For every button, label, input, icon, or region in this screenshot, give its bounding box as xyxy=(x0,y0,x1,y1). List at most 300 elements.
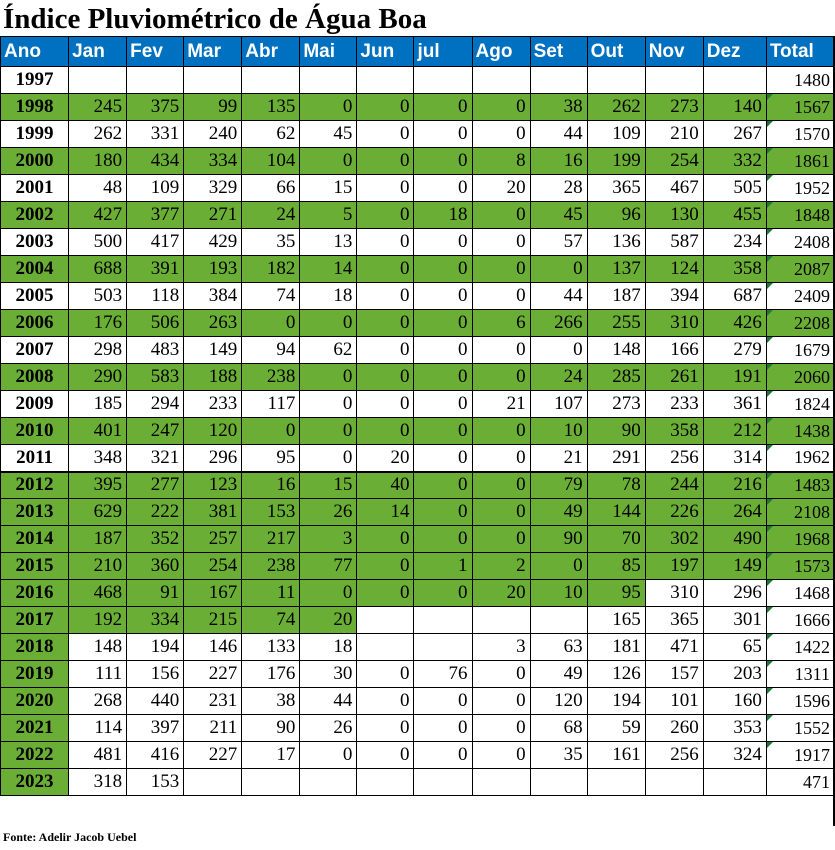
month-cell: 96 xyxy=(587,202,645,229)
year-cell: 2021 xyxy=(1,715,69,742)
month-cell: 188 xyxy=(184,364,242,391)
month-cell: 0 xyxy=(414,175,472,202)
month-cell: 254 xyxy=(184,553,242,580)
month-cell: 302 xyxy=(645,526,703,553)
month-cell: 3 xyxy=(472,634,530,661)
month-cell: 318 xyxy=(69,769,127,796)
total-cell: 1483 xyxy=(766,472,834,499)
month-cell: 0 xyxy=(472,337,530,364)
table-row xyxy=(1,472,835,499)
month-cell: 0 xyxy=(472,445,530,472)
month-cell: 114 xyxy=(69,715,127,742)
column-header-ago: Ago xyxy=(472,37,530,67)
month-cell: 14 xyxy=(300,256,357,283)
month-cell: 296 xyxy=(184,445,242,472)
month-cell: 18 xyxy=(300,634,357,661)
total-cell: 2208 xyxy=(766,310,834,337)
month-cell: 0 xyxy=(472,715,530,742)
month-cell: 0 xyxy=(414,580,472,607)
column-header-jul: jul xyxy=(414,37,472,67)
month-cell: 10 xyxy=(530,418,587,445)
month-cell: 3 xyxy=(300,526,357,553)
month-cell: 137 xyxy=(587,256,645,283)
month-cell: 153 xyxy=(242,499,300,526)
month-cell: 0 xyxy=(357,256,414,283)
month-cell: 20 xyxy=(472,175,530,202)
month-cell: 0 xyxy=(472,472,530,499)
column-header-abr: Abr xyxy=(242,37,300,67)
month-cell: 10 xyxy=(530,580,587,607)
month-cell: 0 xyxy=(357,148,414,175)
month-cell: 62 xyxy=(242,121,300,148)
month-cell: 500 xyxy=(69,229,127,256)
month-cell: 353 xyxy=(703,715,766,742)
month-cell: 165 xyxy=(587,607,645,634)
year-cell: 2005 xyxy=(1,283,69,310)
month-cell: 210 xyxy=(69,553,127,580)
month-cell: 0 xyxy=(472,661,530,688)
month-cell: 49 xyxy=(530,661,587,688)
total-cell: 1861 xyxy=(766,148,834,175)
month-cell: 0 xyxy=(300,94,357,121)
month-cell xyxy=(357,67,414,94)
month-cell: 467 xyxy=(645,175,703,202)
month-cell: 15 xyxy=(300,175,357,202)
month-cell: 0 xyxy=(472,364,530,391)
month-cell: 365 xyxy=(645,607,703,634)
month-cell: 471 xyxy=(645,634,703,661)
year-cell: 2008 xyxy=(1,364,69,391)
month-cell: 277 xyxy=(127,472,184,499)
month-cell: 90 xyxy=(587,418,645,445)
month-cell: 99 xyxy=(184,94,242,121)
table-row xyxy=(1,229,835,256)
month-cell: 0 xyxy=(530,553,587,580)
month-cell: 0 xyxy=(414,256,472,283)
month-cell: 377 xyxy=(127,202,184,229)
month-cell: 0 xyxy=(472,94,530,121)
year-cell: 2020 xyxy=(1,688,69,715)
year-cell: 2019 xyxy=(1,661,69,688)
total-cell: 2409 xyxy=(766,283,834,310)
month-cell: 17 xyxy=(242,742,300,769)
table-row xyxy=(1,337,835,364)
month-cell: 212 xyxy=(703,418,766,445)
month-cell: 262 xyxy=(587,94,645,121)
month-cell: 334 xyxy=(184,148,242,175)
month-cell xyxy=(184,67,242,94)
month-cell: 0 xyxy=(414,148,472,175)
table-row xyxy=(1,634,835,661)
month-cell: 0 xyxy=(414,472,472,499)
month-cell: 0 xyxy=(357,121,414,148)
month-cell xyxy=(472,769,530,796)
month-cell: 161 xyxy=(587,742,645,769)
month-cell: 148 xyxy=(69,634,127,661)
month-cell: 0 xyxy=(414,526,472,553)
month-cell xyxy=(127,67,184,94)
month-cell: 94 xyxy=(242,337,300,364)
month-cell: 76 xyxy=(414,661,472,688)
month-cell: 245 xyxy=(69,94,127,121)
table-row xyxy=(1,175,835,202)
month-cell: 149 xyxy=(184,337,242,364)
year-cell: 2000 xyxy=(1,148,69,175)
month-cell: 44 xyxy=(300,688,357,715)
month-cell: 0 xyxy=(357,526,414,553)
month-cell: 334 xyxy=(127,607,184,634)
month-cell: 199 xyxy=(587,148,645,175)
month-cell: 254 xyxy=(645,148,703,175)
month-cell: 1 xyxy=(414,553,472,580)
total-cell: 1596 xyxy=(766,688,834,715)
month-cell: 0 xyxy=(357,94,414,121)
month-cell: 256 xyxy=(645,742,703,769)
month-cell: 365 xyxy=(587,175,645,202)
year-cell: 2018 xyxy=(1,634,69,661)
month-cell: 0 xyxy=(414,229,472,256)
month-cell: 266 xyxy=(530,310,587,337)
month-cell: 176 xyxy=(69,310,127,337)
total-cell: 1552 xyxy=(766,715,834,742)
month-cell: 0 xyxy=(414,121,472,148)
month-cell: 0 xyxy=(300,742,357,769)
month-cell: 26 xyxy=(300,715,357,742)
month-cell: 20 xyxy=(300,607,357,634)
month-cell: 401 xyxy=(69,418,127,445)
month-cell: 226 xyxy=(645,499,703,526)
month-cell: 11 xyxy=(242,580,300,607)
month-cell xyxy=(414,634,472,661)
month-cell: 0 xyxy=(472,202,530,229)
total-cell: 1573 xyxy=(766,553,834,580)
month-cell: 48 xyxy=(69,175,127,202)
month-cell: 314 xyxy=(703,445,766,472)
month-cell: 233 xyxy=(645,391,703,418)
month-cell: 95 xyxy=(587,580,645,607)
month-cell: 360 xyxy=(127,553,184,580)
month-cell: 263 xyxy=(184,310,242,337)
month-cell: 126 xyxy=(587,661,645,688)
month-cell: 0 xyxy=(472,256,530,283)
month-cell: 194 xyxy=(127,634,184,661)
month-cell: 180 xyxy=(69,148,127,175)
column-header-fev: Fev xyxy=(127,37,184,67)
month-cell xyxy=(242,67,300,94)
month-cell: 0 xyxy=(300,391,357,418)
month-cell: 45 xyxy=(530,202,587,229)
month-cell: 332 xyxy=(703,148,766,175)
month-cell: 181 xyxy=(587,634,645,661)
month-cell: 26 xyxy=(300,499,357,526)
month-cell: 160 xyxy=(703,688,766,715)
total-cell: 1567 xyxy=(766,94,834,121)
month-cell: 271 xyxy=(184,202,242,229)
month-cell xyxy=(645,769,703,796)
month-cell: 358 xyxy=(703,256,766,283)
total-cell: 2108 xyxy=(766,499,834,526)
month-cell: 90 xyxy=(242,715,300,742)
month-cell: 352 xyxy=(127,526,184,553)
table-row xyxy=(1,283,835,310)
month-cell: 191 xyxy=(703,364,766,391)
month-cell: 429 xyxy=(184,229,242,256)
table-row xyxy=(1,580,835,607)
month-cell: 24 xyxy=(530,364,587,391)
month-cell: 0 xyxy=(472,229,530,256)
column-header-jan: Jan xyxy=(69,37,127,67)
year-cell: 1997 xyxy=(1,67,69,94)
month-cell: 18 xyxy=(300,283,357,310)
month-cell: 273 xyxy=(587,391,645,418)
year-cell: 1998 xyxy=(1,94,69,121)
year-cell: 2009 xyxy=(1,391,69,418)
month-cell: 255 xyxy=(587,310,645,337)
column-header-out: Out xyxy=(587,37,645,67)
table-row xyxy=(1,94,835,121)
month-cell: 149 xyxy=(703,553,766,580)
month-cell xyxy=(703,67,766,94)
month-cell: 104 xyxy=(242,148,300,175)
month-cell: 468 xyxy=(69,580,127,607)
total-cell: 2060 xyxy=(766,364,834,391)
month-cell: 185 xyxy=(69,391,127,418)
month-cell: 21 xyxy=(472,391,530,418)
total-cell: 1666 xyxy=(766,607,834,634)
month-cell: 74 xyxy=(242,283,300,310)
month-cell xyxy=(300,67,357,94)
month-cell: 240 xyxy=(184,121,242,148)
total-cell: 1468 xyxy=(766,580,834,607)
month-cell: 296 xyxy=(703,580,766,607)
month-cell: 310 xyxy=(645,580,703,607)
table-row xyxy=(1,256,835,283)
month-cell xyxy=(300,769,357,796)
month-cell: 0 xyxy=(414,391,472,418)
month-cell: 20 xyxy=(357,445,414,472)
total-cell: 1570 xyxy=(766,121,834,148)
month-cell: 267 xyxy=(703,121,766,148)
total-cell: 2087 xyxy=(766,256,834,283)
month-cell: 44 xyxy=(530,283,587,310)
month-cell xyxy=(703,769,766,796)
month-cell: 0 xyxy=(357,202,414,229)
month-cell: 78 xyxy=(587,472,645,499)
total-cell: 1824 xyxy=(766,391,834,418)
month-cell: 262 xyxy=(69,121,127,148)
month-cell: 85 xyxy=(587,553,645,580)
month-cell: 294 xyxy=(127,391,184,418)
month-cell: 45 xyxy=(300,121,357,148)
month-cell: 0 xyxy=(300,310,357,337)
page-title: Índice Pluviométrico de Água Boa xyxy=(3,3,427,35)
month-cell xyxy=(645,67,703,94)
month-cell: 38 xyxy=(242,688,300,715)
month-cell xyxy=(587,67,645,94)
month-cell: 483 xyxy=(127,337,184,364)
month-cell: 0 xyxy=(472,418,530,445)
month-cell: 166 xyxy=(645,337,703,364)
month-cell: 0 xyxy=(300,418,357,445)
month-cell: 20 xyxy=(472,580,530,607)
month-cell: 63 xyxy=(530,634,587,661)
month-cell: 130 xyxy=(645,202,703,229)
table-row xyxy=(1,202,835,229)
month-cell: 227 xyxy=(184,661,242,688)
month-cell: 197 xyxy=(645,553,703,580)
month-cell: 222 xyxy=(127,499,184,526)
month-cell: 192 xyxy=(69,607,127,634)
month-cell: 0 xyxy=(300,148,357,175)
month-cell: 505 xyxy=(703,175,766,202)
month-cell: 90 xyxy=(530,526,587,553)
month-cell: 0 xyxy=(472,742,530,769)
month-cell: 217 xyxy=(242,526,300,553)
month-cell: 28 xyxy=(530,175,587,202)
month-cell: 0 xyxy=(357,283,414,310)
month-cell: 301 xyxy=(703,607,766,634)
month-cell: 59 xyxy=(587,715,645,742)
month-cell: 193 xyxy=(184,256,242,283)
table-row xyxy=(1,688,835,715)
month-cell: 35 xyxy=(530,742,587,769)
month-cell: 0 xyxy=(357,742,414,769)
month-cell: 15 xyxy=(300,472,357,499)
total-cell: 1311 xyxy=(766,661,834,688)
month-cell: 490 xyxy=(703,526,766,553)
month-cell xyxy=(357,607,414,634)
month-cell: 324 xyxy=(703,742,766,769)
column-header-nov: Nov xyxy=(645,37,703,67)
year-cell: 2013 xyxy=(1,499,69,526)
month-cell: 0 xyxy=(414,742,472,769)
month-cell: 0 xyxy=(472,283,530,310)
year-cell: 2010 xyxy=(1,418,69,445)
month-cell: 6 xyxy=(472,310,530,337)
total-cell: 1917 xyxy=(766,742,834,769)
year-cell: 2001 xyxy=(1,175,69,202)
month-cell xyxy=(530,607,587,634)
month-cell: 117 xyxy=(242,391,300,418)
month-cell: 5 xyxy=(300,202,357,229)
month-cell xyxy=(414,607,472,634)
month-cell: 427 xyxy=(69,202,127,229)
total-cell: 471 xyxy=(766,769,834,796)
column-header-jun: Jun xyxy=(357,37,414,67)
table-row xyxy=(1,391,835,418)
month-cell: 0 xyxy=(357,661,414,688)
month-cell xyxy=(357,769,414,796)
month-cell: 194 xyxy=(587,688,645,715)
month-cell: 361 xyxy=(703,391,766,418)
month-cell: 358 xyxy=(645,418,703,445)
month-cell: 156 xyxy=(127,661,184,688)
total-cell: 1962 xyxy=(766,445,834,472)
year-cell: 2012 xyxy=(1,472,69,499)
month-cell: 203 xyxy=(703,661,766,688)
year-cell: 2006 xyxy=(1,310,69,337)
month-cell: 0 xyxy=(357,229,414,256)
month-cell: 135 xyxy=(242,94,300,121)
month-cell: 264 xyxy=(703,499,766,526)
month-cell: 348 xyxy=(69,445,127,472)
month-cell: 0 xyxy=(242,310,300,337)
month-cell: 587 xyxy=(645,229,703,256)
month-cell: 0 xyxy=(472,121,530,148)
month-cell: 0 xyxy=(414,94,472,121)
month-cell: 434 xyxy=(127,148,184,175)
month-cell: 0 xyxy=(357,337,414,364)
month-cell: 0 xyxy=(414,445,472,472)
month-cell: 0 xyxy=(357,310,414,337)
month-cell: 133 xyxy=(242,634,300,661)
month-cell: 0 xyxy=(414,688,472,715)
total-cell: 1438 xyxy=(766,418,834,445)
month-cell: 0 xyxy=(414,715,472,742)
month-cell: 0 xyxy=(357,418,414,445)
month-cell: 0 xyxy=(414,364,472,391)
month-cell: 167 xyxy=(184,580,242,607)
month-cell: 24 xyxy=(242,202,300,229)
month-cell: 140 xyxy=(703,94,766,121)
month-cell: 111 xyxy=(69,661,127,688)
month-cell xyxy=(69,67,127,94)
table-row xyxy=(1,418,835,445)
month-cell: 238 xyxy=(242,553,300,580)
month-cell xyxy=(357,634,414,661)
month-cell: 136 xyxy=(587,229,645,256)
year-cell: 2016 xyxy=(1,580,69,607)
month-cell: 187 xyxy=(69,526,127,553)
month-cell: 65 xyxy=(703,634,766,661)
month-cell: 688 xyxy=(69,256,127,283)
month-cell: 16 xyxy=(242,472,300,499)
month-cell: 244 xyxy=(645,472,703,499)
month-cell: 0 xyxy=(357,580,414,607)
table-row xyxy=(1,310,835,337)
month-cell: 0 xyxy=(357,175,414,202)
header-row xyxy=(1,37,835,67)
month-cell: 0 xyxy=(300,364,357,391)
column-header-dez: Dez xyxy=(703,37,766,67)
month-cell: 0 xyxy=(357,715,414,742)
month-cell xyxy=(184,769,242,796)
year-cell: 2011 xyxy=(1,445,69,472)
month-cell: 38 xyxy=(530,94,587,121)
source-note: Fonte: Adelir Jacob Uebel xyxy=(3,830,137,844)
table-row xyxy=(1,445,835,472)
month-cell: 381 xyxy=(184,499,242,526)
month-cell: 329 xyxy=(184,175,242,202)
month-cell: 35 xyxy=(242,229,300,256)
month-cell: 0 xyxy=(357,391,414,418)
month-cell: 310 xyxy=(645,310,703,337)
month-cell: 118 xyxy=(127,283,184,310)
month-cell: 74 xyxy=(242,607,300,634)
month-cell: 66 xyxy=(242,175,300,202)
table-row xyxy=(1,148,835,175)
month-cell: 687 xyxy=(703,283,766,310)
month-cell: 417 xyxy=(127,229,184,256)
rainfall-table xyxy=(0,36,835,796)
month-cell: 583 xyxy=(127,364,184,391)
month-cell: 0 xyxy=(530,256,587,283)
total-cell: 1422 xyxy=(766,634,834,661)
column-header-ano: Ano xyxy=(1,37,69,67)
table-row xyxy=(1,364,835,391)
table-row xyxy=(1,121,835,148)
month-cell: 0 xyxy=(414,337,472,364)
